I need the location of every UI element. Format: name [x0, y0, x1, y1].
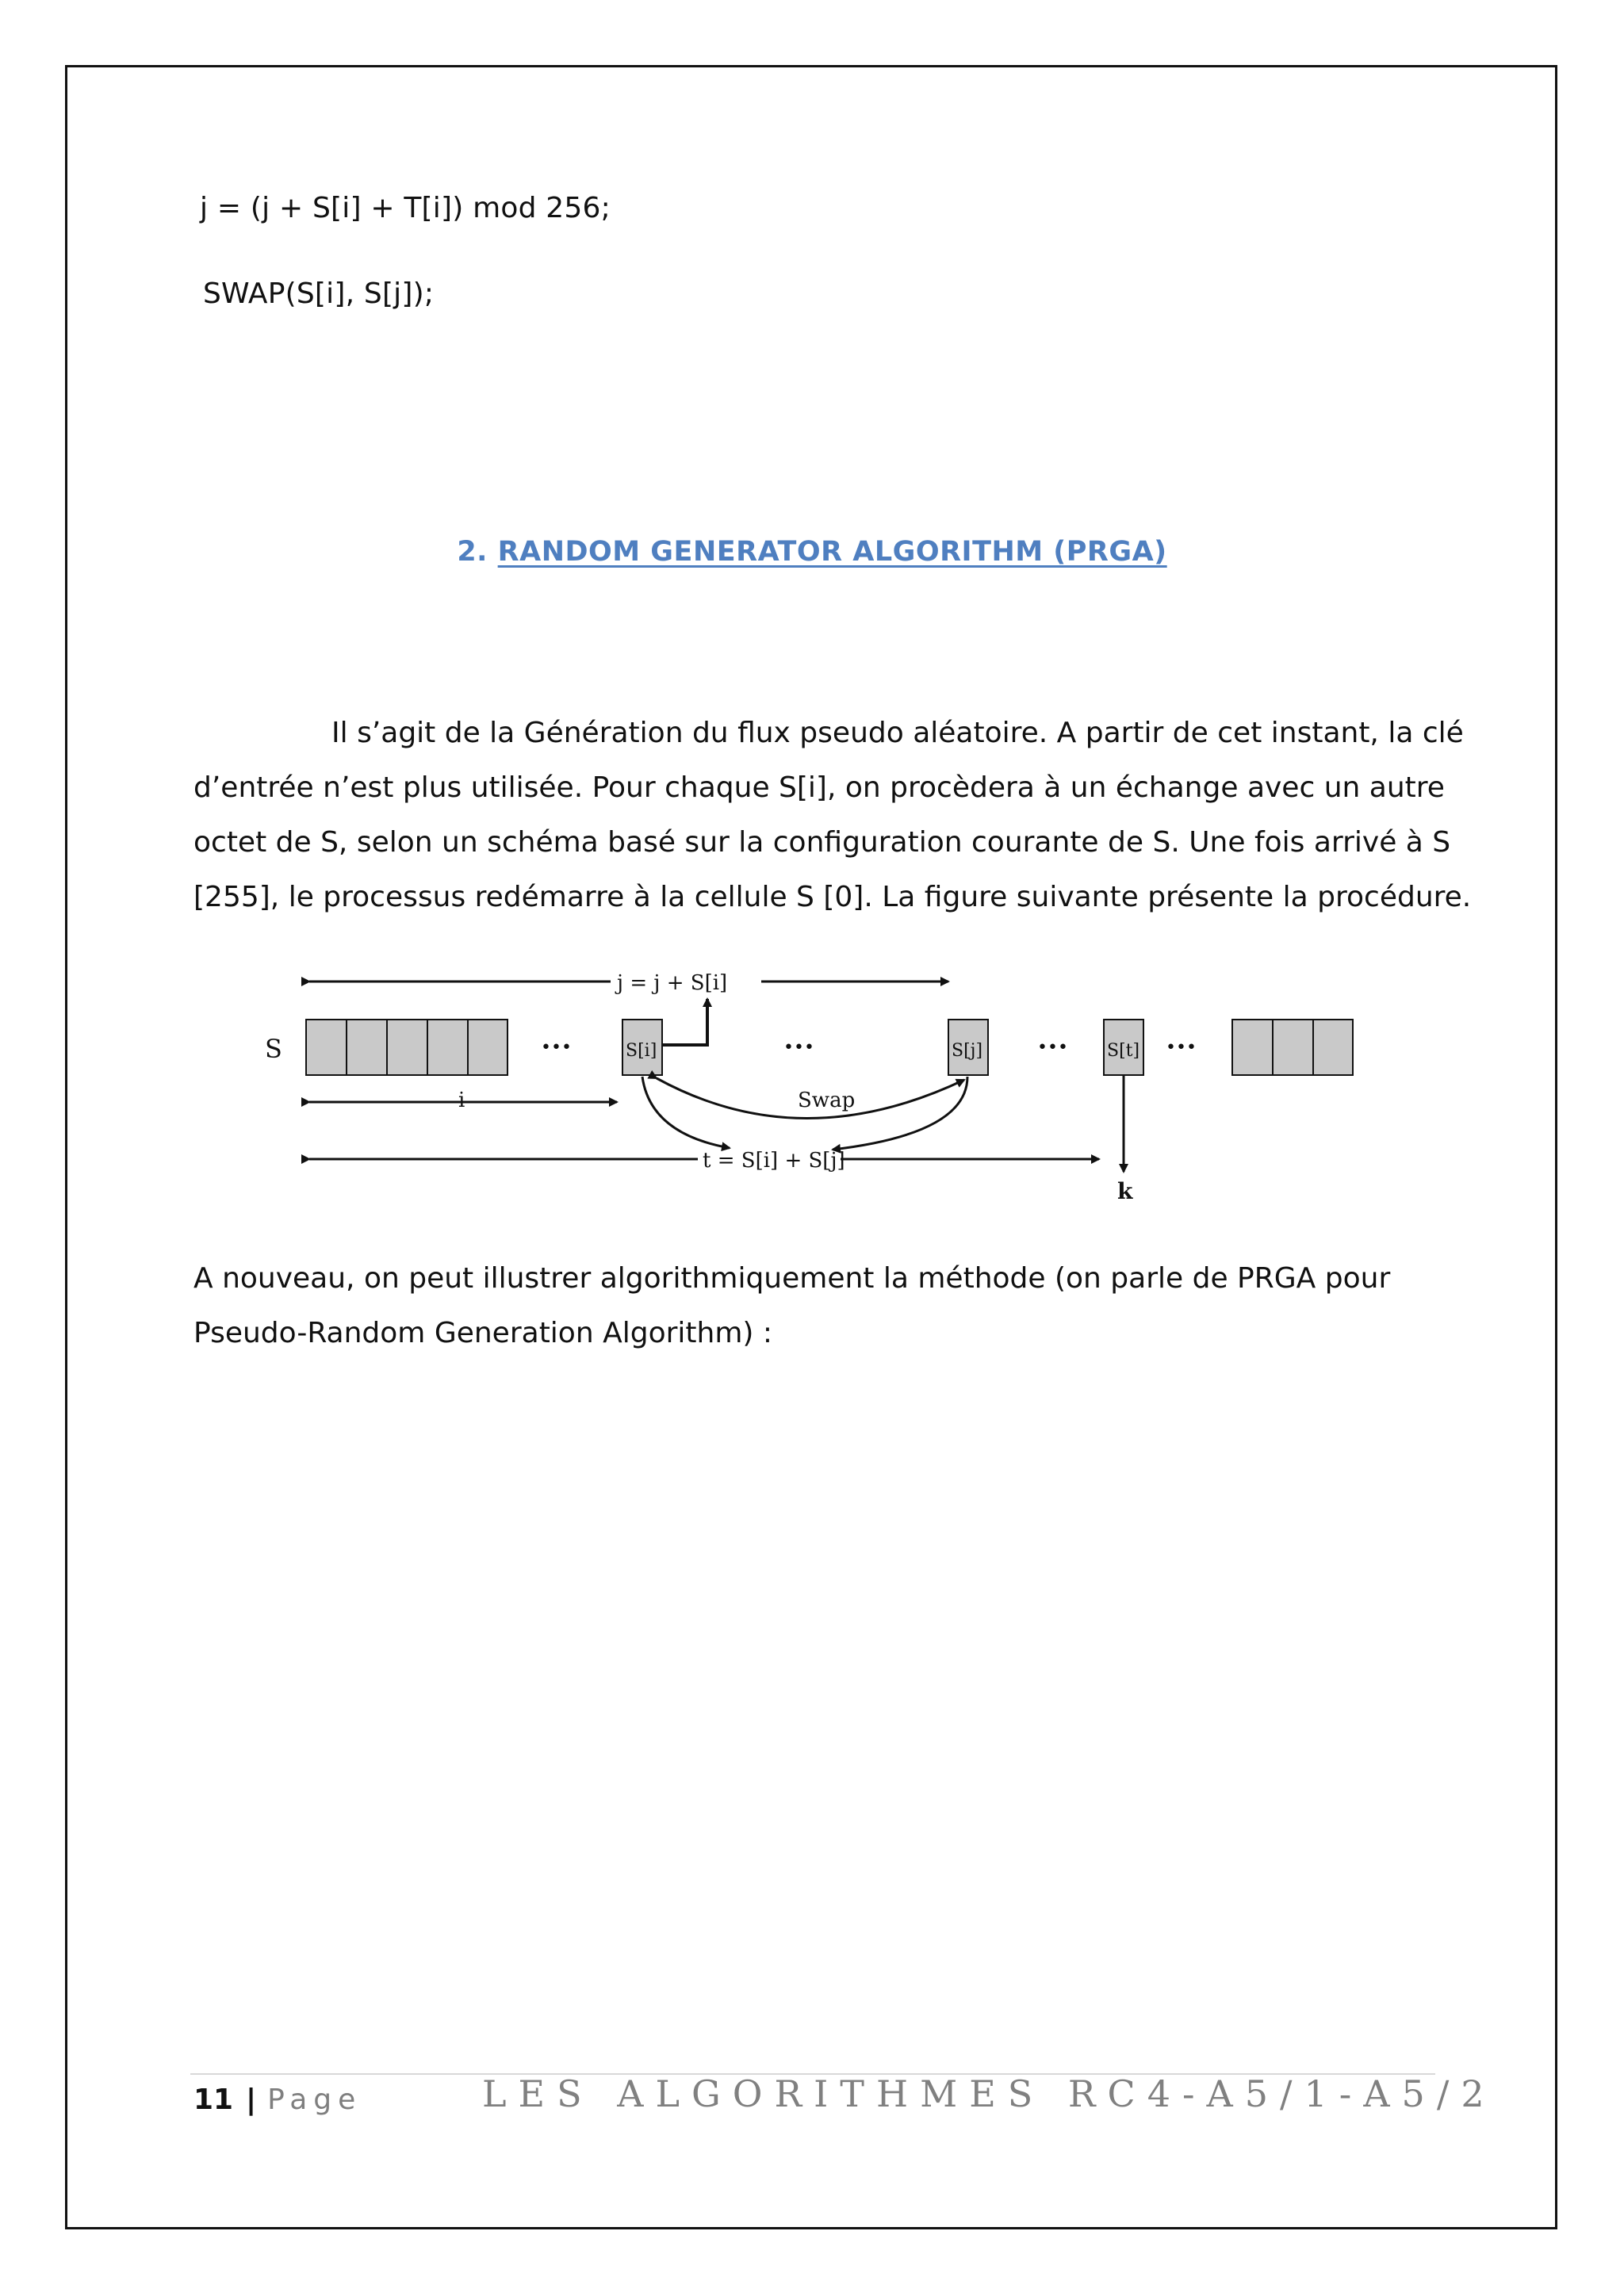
cell-st-label: S[t] — [1107, 1041, 1140, 1061]
prga-diagram — [254, 959, 1380, 1213]
state-label-s: S — [265, 1034, 282, 1064]
state-array-left — [306, 1020, 508, 1075]
state-array-right — [1232, 1020, 1353, 1075]
si-to-t-arrow — [642, 1077, 730, 1148]
paragraph-line: [255], le processus redémarre à la cellule S [0]. La figure suivante présente la procédure. — [193, 881, 1472, 913]
cell-sj-label: S[j] — [952, 1041, 983, 1061]
paragraph-line: octet de S, selon un schéma basé sur la configuration courante de S. Une fois arrivé à S — [193, 826, 1451, 859]
swap-label: Swap — [798, 1089, 856, 1112]
paragraph-prga-description — [193, 706, 1472, 924]
footer-document-title: LES ALGORITHMES RC4-A5/1-A5/2 — [482, 2072, 1496, 2115]
paragraph-line: A nouveau, on peut illustrer algorithmiquement la méthode (on parle de PRGA pour — [193, 1262, 1391, 1295]
si-to-formula-arrow — [662, 999, 707, 1045]
ellipsis: ••• — [1166, 1038, 1197, 1058]
section-number: 2. — [457, 536, 488, 568]
ellipsis: ••• — [1037, 1038, 1068, 1058]
paragraph-line: Il s’agit de la Génération du flux pseudo aléatoire. A partir de cet instant, la clé — [331, 717, 1464, 749]
section-heading — [0, 536, 1624, 568]
paragraph-line: Pseudo-Random Generation Algorithm) : — [193, 1317, 773, 1349]
footer-page-word: Page — [267, 2084, 362, 2116]
bottom-formula: t = S[i] + S[j] — [703, 1149, 845, 1173]
code-line-j-update: j = (j + S[i] + T[i]) mod 256; — [200, 192, 611, 224]
footer-page-number: 11 — [193, 2084, 234, 2116]
footer-page-label — [246, 2084, 362, 2116]
index-i-label: i — [458, 1089, 465, 1112]
cell-si-label: S[i] — [626, 1041, 657, 1061]
ellipsis: ••• — [783, 1038, 814, 1058]
keystream-k-label: k — [1117, 1178, 1133, 1204]
paragraph-algorithm-intro — [193, 1251, 1415, 1360]
paragraph-line: d’entrée n’est plus utilisée. Pour chaque S[i], on procèdera à un échange avec un autre — [193, 771, 1445, 804]
top-formula: j = j + S[i] — [617, 971, 728, 995]
section-title: RANDOM GENERATOR ALGORITHM (PRGA) — [497, 536, 1167, 568]
footer-separator: | — [246, 2084, 257, 2116]
ellipsis: ••• — [541, 1038, 572, 1058]
code-line-swap: SWAP(S[i], S[j]); — [203, 277, 435, 310]
